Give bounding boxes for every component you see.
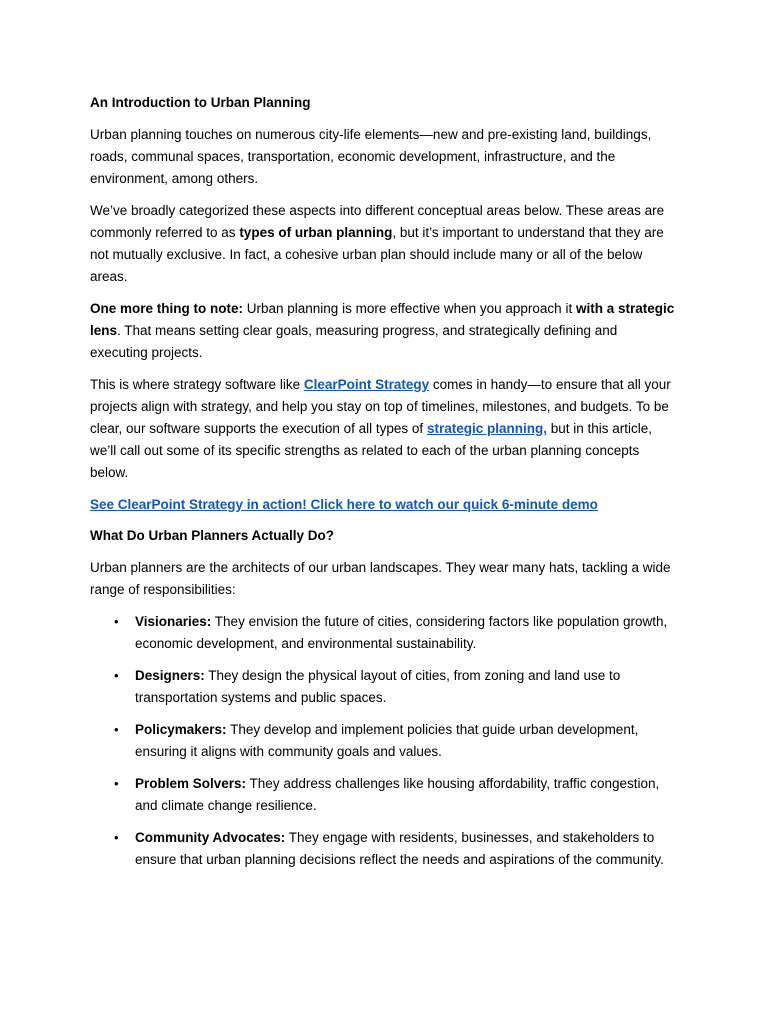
text-run: comes in handy—to ensure that all your projects align with strategy, and help you stay on top of timelines, milestones, and budgets. To be clear, our software supports the execution of all types of	[90, 377, 671, 436]
role-description: They engage with residents, businesses, and stakeholders to ensure that urban planning decisions reflect the needs and aspirations of the community.	[135, 830, 664, 867]
bullet-icon: •	[114, 668, 119, 683]
list-item	[114, 611, 678, 655]
list-item	[114, 719, 678, 763]
text-run: This is where strategy software like	[90, 377, 304, 392]
bold-text: One more thing to note:	[90, 301, 243, 316]
role-term: Designers:	[135, 668, 205, 683]
bullet-icon: •	[114, 830, 119, 845]
note-paragraph	[90, 298, 678, 364]
text-run: We’ve broadly categorized these aspects into different conceptual areas below. These areas are commonly referred to as	[90, 203, 665, 240]
list-item	[114, 773, 678, 817]
text-run: but in this article, we’ll call out some of its specific strengths as related to each of the urban planning concepts below.	[90, 421, 653, 480]
roles-list	[90, 611, 678, 871]
software-paragraph	[90, 374, 678, 484]
bullet-icon: •	[114, 722, 119, 737]
role-term: Problem Solvers:	[135, 776, 247, 791]
role-term: Community Advocates:	[135, 830, 286, 845]
section-heading: What Do Urban Planners Actually Do?	[90, 528, 335, 543]
role-description: They address challenges like housing affordability, traffic congestion, and climate change resilience.	[135, 776, 660, 813]
intro-paragraph: Urban planning touches on numerous city-life elements—new and pre-existing land, buildings, roads, communal spaces, transportation, economic development, infrastructure, and the environment, among others.	[90, 127, 652, 186]
role-term: Policymakers:	[135, 722, 227, 737]
demo-paragraph	[90, 494, 678, 516]
clearpoint-strategy-link[interactable]: ClearPoint Strategy	[303, 377, 430, 392]
planners-paragraph: Urban planners are the architects of our urban landscapes. They wear many hats, tackling a wide range of responsibilities:	[90, 560, 671, 597]
bold-text: with a strategic lens	[90, 301, 675, 338]
bold-text: types of urban planning	[239, 225, 393, 240]
role-description: They envision the future of cities, considering factors like population growth, economic development, and environmental sustainability.	[135, 614, 668, 651]
bullet-icon: •	[114, 776, 119, 791]
list-item	[114, 827, 678, 871]
role-description: They design the physical layout of cities, from zoning and land use to transportation systems and public spaces.	[135, 668, 621, 705]
text-run: , but it’s important to understand that they are not mutually exclusive. In fact, a cohesive urban plan should include many or all of the below areas.	[90, 225, 664, 284]
document-title: An Introduction to Urban Planning	[90, 95, 311, 110]
role-description: They develop and implement policies that guide urban development, ensuring it aligns with community goals and values.	[135, 722, 639, 759]
bullet-icon: •	[114, 614, 119, 629]
text-run: Urban planning is more effective when you approach it	[243, 301, 576, 316]
strategic-planning-link[interactable]: strategic planning,	[426, 421, 547, 436]
role-term: Visionaries:	[135, 614, 212, 629]
list-item	[114, 665, 678, 709]
demo-link[interactable]: See ClearPoint Strategy in action! Click here to watch our quick 6-minute demo	[90, 497, 598, 512]
categories-paragraph	[90, 200, 678, 288]
text-run: . That means setting clear goals, measuring progress, and strategically defining and executing projects.	[90, 323, 618, 360]
